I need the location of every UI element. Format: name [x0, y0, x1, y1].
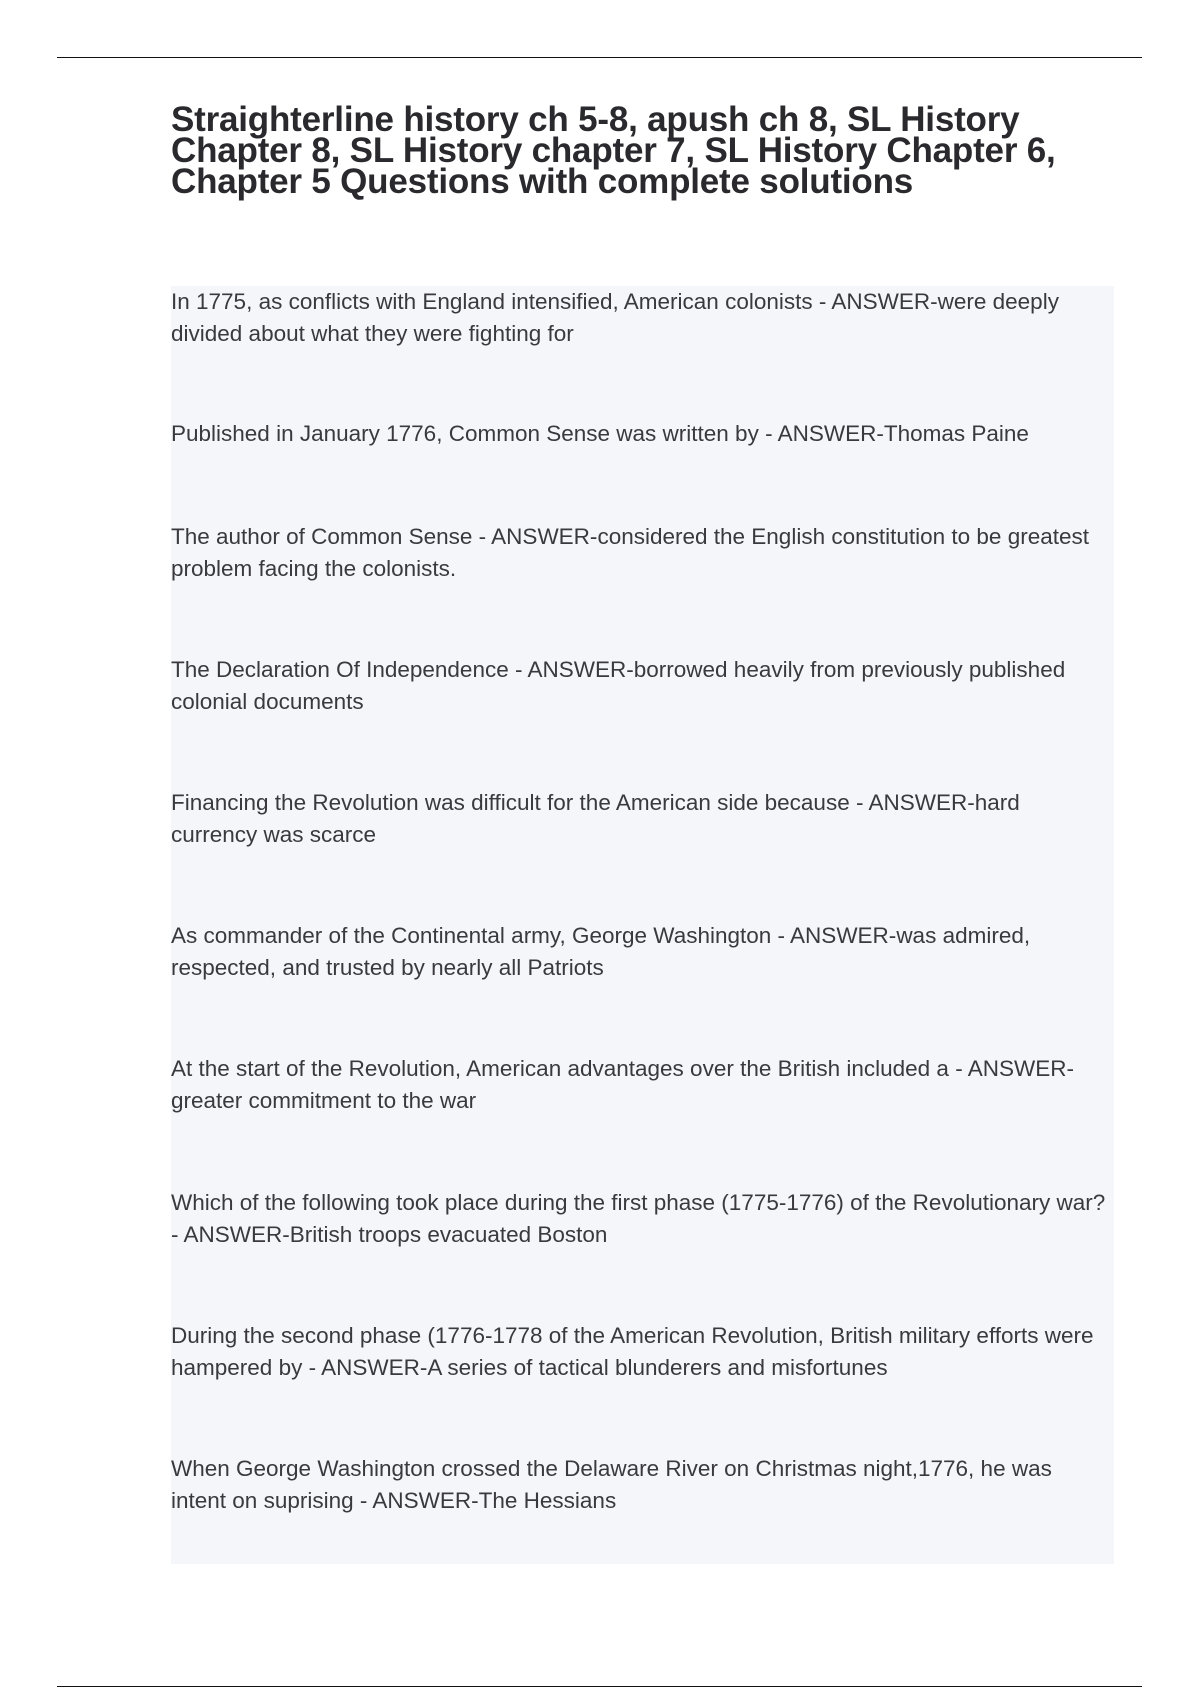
question-text: The Declaration Of Independence [171, 657, 509, 682]
answer-text: considered the English constitution to be greatest problem facing the colonists. [171, 524, 1089, 581]
question-text: Which of the following took place during the first phase (1775-1776) of the Revolutionary war? [171, 1190, 1106, 1215]
bottom-rule [57, 1686, 1142, 1687]
qa-item: The author of Common Sense - ANSWER-considered the English constitution to be greatest problem facing the colonists. [171, 524, 1089, 581]
question-text: In 1775, as conflicts with England intensified, American colonists [171, 289, 813, 314]
qa-item: During the second phase (1776-1778 of the American Revolution, British military efforts were hampered by - ANSWER-A series of tactical blunderers and misfortunes [171, 1323, 1094, 1380]
qa-item: At the start of the Revolution, American advantages over the British included a - ANSWER-greater commitment to the war [171, 1056, 1074, 1113]
answer-text: was admired, respected, and trusted by nearly all Patriots [171, 923, 1031, 980]
qa-item: The Declaration Of Independence - ANSWER-borrowed heavily from previously published colonial documents [171, 657, 1066, 714]
qa-item: When George Washington crossed the Delaware River on Christmas night,1776, he was intent on suprising - ANSWER-The Hessians [171, 1456, 1052, 1513]
document-title: Straighterline history ch 5-8, apush ch 8, SL History Chapter 8, SL History chapter 7, SL History Chapter 6, Chapter 5 Questions with complete solutions [171, 100, 1056, 201]
answer-text: hard currency was scarce [171, 790, 1020, 847]
answer-text: A series of tactical blunderers and misfortunes [427, 1355, 888, 1380]
qa-list [171, 286, 1114, 1564]
question-text: As commander of the Continental army, George Washington [171, 923, 772, 948]
answer-text: British troops evacuated Boston [289, 1222, 608, 1247]
qa-item: Financing the Revolution was difficult for the American side because - ANSWER-hard currency was scarce [171, 790, 1020, 847]
qa-item: In 1775, as conflicts with England intensified, American colonists - ANSWER-were deeply divided about what they were fighting for [171, 289, 1059, 346]
answer-text: were deeply divided about what they were fighting for [171, 289, 1059, 346]
qa-item: Published in January 1776, Common Sense was written by - ANSWER-Thomas Paine [171, 421, 1029, 446]
answer-text: greater commitment to the war [171, 1088, 477, 1113]
question-text: Published in January 1776, Common Sense was written by [171, 421, 759, 446]
question-text: During the second phase (1776-1778 of the American Revolution, British military efforts were hampered by [171, 1323, 1094, 1380]
qa-item: As commander of the Continental army, George Washington - ANSWER-was admired, respected, and trusted by nearly all Patriots [171, 923, 1031, 980]
question-text: When George Washington crossed the Delaware River on Christmas night,1776, he was intent on suprising [171, 1456, 1052, 1513]
qa-item: Which of the following took place during the first phase (1775-1776) of the Revolutionary war? - ANSWER-British troops evacuated Boston [171, 1190, 1106, 1247]
top-rule [57, 57, 1142, 58]
question-text: The author of Common Sense [171, 524, 473, 549]
answer-text: The Hessians [478, 1488, 617, 1513]
question-text: Financing the Revolution was difficult for the American side because [171, 790, 850, 815]
answer-text: borrowed heavily from previously published colonial documents [171, 657, 1066, 714]
question-text: At the start of the Revolution, American advantages over the British included a [171, 1056, 949, 1081]
answer-text: Thomas Paine [883, 421, 1029, 446]
